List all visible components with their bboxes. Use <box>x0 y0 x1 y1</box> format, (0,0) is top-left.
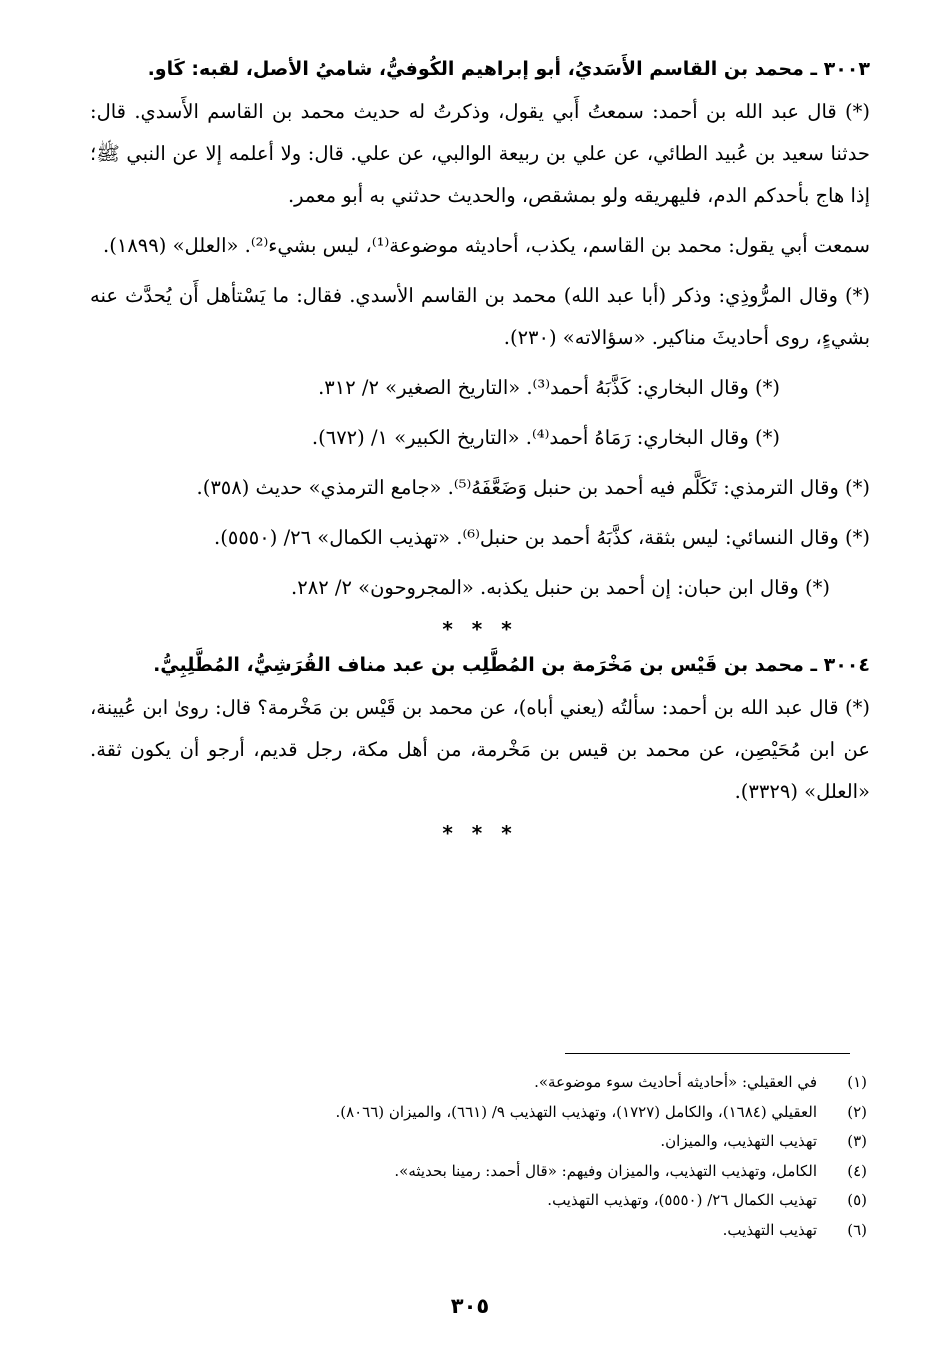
paragraph: (*) وقال البخاري: كَذَّبَهُ أحمد⁽³⁾. «التاريخ الصغير» ٢/ ٣١٢. <box>318 376 780 399</box>
paragraph: (*) وقال المرُّوذِي: وذكر (أبا عبد الله) محمد بن القاسم الأسدي. فقال: ما يَسْتأهل أَن يُحدَّث عنه بشيءٍ، روى أحاديثَ مناكير. «سؤالاته» (٢٣٠). <box>90 284 870 349</box>
entry-3004 <box>90 651 870 813</box>
paragraph: (*) وقال النسائي: ليس بثقة، كذَّبَهُ أحمد بن حنبل⁽⁶⁾. «تهذيب الكمال» ٢٦/ (٥٥٥٠). <box>214 526 870 549</box>
paragraph: (*) وقال ابن حبان: إن أحمد بن حنبل يكذبه. «المجروحون» ٢/ ٢٨٢. <box>291 576 830 599</box>
footnote-number: (٢) <box>847 1102 867 1121</box>
entry-3003 <box>90 55 870 609</box>
footnote-text: تهذيب الكمال ٢٦/ (٥٥٥٠)، وتهذيب التهذيب. <box>547 1191 817 1209</box>
footnote <box>67 1157 867 1187</box>
section-separator: * * * <box>442 821 518 845</box>
footnote-number: (٤) <box>847 1161 867 1180</box>
footnote <box>67 1068 867 1098</box>
footnote <box>67 1098 867 1128</box>
footnote-text: تهذيب التهذيب. <box>722 1220 817 1239</box>
footnote-number: (٥) <box>847 1191 867 1209</box>
footnote-text: الكامل، وتهذيب التهذيب، والميزان وفيهم: «قال أحمد: رمينا بحديثه». <box>394 1161 817 1180</box>
footnote-number: (٦) <box>847 1220 867 1239</box>
footnote-text: العقيلي (١٦٨٤)، والكامل (١٧٢٧)، وتهذيب التهذيب ٩/ (٦٦١)، والميزان (٨٠٦٦). <box>335 1102 817 1121</box>
paragraph: (*) قال عبد الله بن أحمد: سألتُه (يعني أباه)، عن محمد بن قَيْس بن مَخْرمة؟ قال: روىٰ ابن عُيينة، عن ابن مُحَيْصِن، عن محمد بن قيس بن مَخْرمة، من أهل مكة، رجل قديم، أرجو أن يكون ثقة. «العلل» (٣٣٢٩). <box>90 696 870 803</box>
page-number: ٣٠٥ <box>450 1294 490 1318</box>
footnote <box>67 1127 867 1157</box>
section-separator: * * * <box>442 617 518 641</box>
footnote-rule <box>565 1053 850 1054</box>
footnote-number: (١) <box>847 1073 867 1091</box>
footnotes <box>67 1068 867 1245</box>
footnote-text: في العقيلي: «أحاديثه أحاديث سوء موضوعة». <box>534 1073 817 1091</box>
footnote-number: (٣) <box>847 1132 867 1150</box>
paragraph: سمعت أبي يقول: محمد بن القاسم، يكذب، أحاديثه موضوعة⁽¹⁾، ليس بشيء⁽²⁾. «العلل» (١٨٩٩). <box>103 234 870 257</box>
paragraph: (*) وقال البخاري: رَمَاهُ أحمد⁽⁴⁾. «التاريخ الكبير» ١/ (٦٧٢). <box>311 426 780 449</box>
footnote <box>67 1186 867 1216</box>
entry-title: ٣٠٠٤ ـ محمد بن قَيْس بن مَخْرَمة بن المُطَّلِب بن عبد مناف القُرَشِيُّ، المُطَّلِبِيُّ. <box>153 654 870 676</box>
entry-title: ٣٠٠٣ ـ محمد بن القاسم الأَسَديُ، أبو إبراهيم الكُوفيُّ، شاميُ الأصل، لقبه: كَاو. <box>147 58 870 80</box>
paragraph: (*) وقال الترمذي: تَكَلَّم فيه أحمد بن حنبل وَضَعَّفَهُ⁽⁵⁾. «جامع الترمذي» حديث (٣٥٨). <box>196 476 870 499</box>
page-body <box>90 55 870 855</box>
paragraph: (*) قال عبد الله بن أحمد: سمعتُ أَبي يقول، وذكرتُ له حديث محمد بن القاسم الأَسدي. قال: حدثنا سعيد بن عُبيد الطائي، عن علي بن ربيعة الوالبي، عن علي. قال: ولا أعلمه إلا عن النبي ﷺ؛ إذا هاج بأحدكم الدم، فليهريقه ولو بمشقص، والحديث حدثني به أبو معمر. <box>90 100 870 207</box>
footnote <box>67 1216 867 1246</box>
footnote-text: تهذيب التهذيب، والميزان. <box>660 1132 817 1150</box>
